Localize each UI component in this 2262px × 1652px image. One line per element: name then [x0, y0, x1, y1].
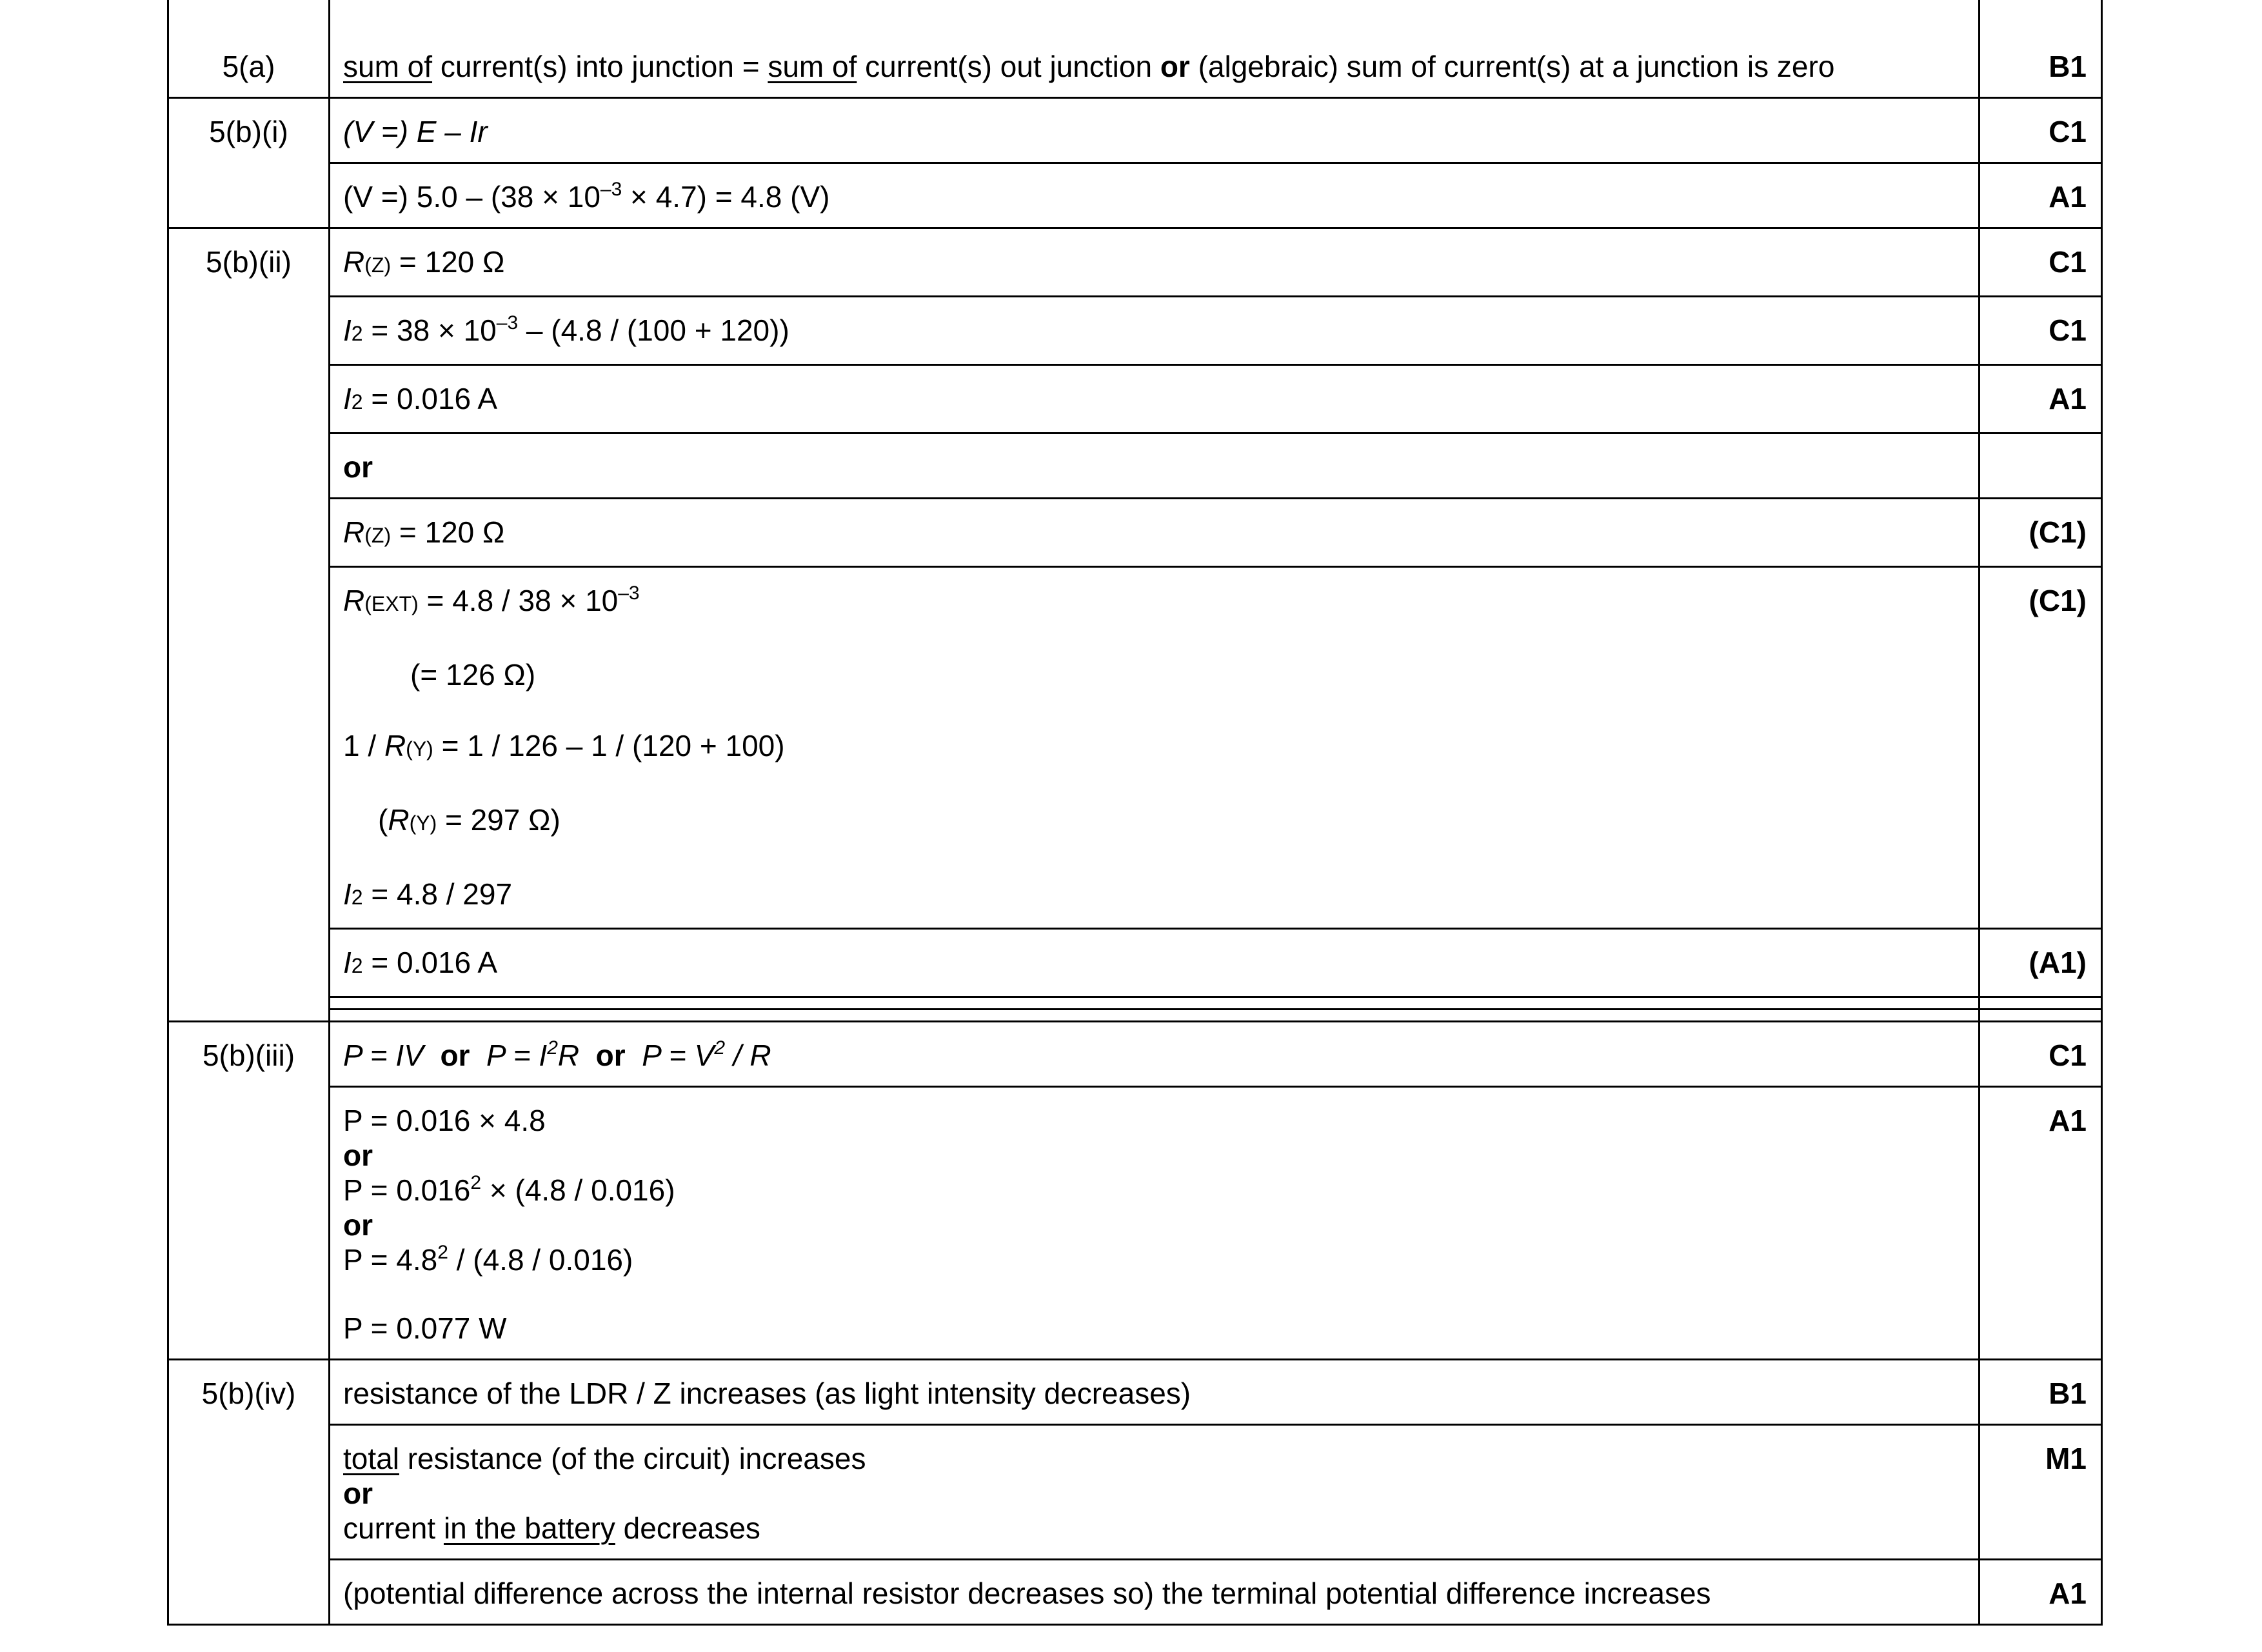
exponent: 2	[437, 1242, 448, 1263]
answer-text	[330, 297, 1979, 365]
mark-scheme-table	[167, 0, 2103, 1626]
underlined-text: sum of	[343, 50, 433, 83]
spacer-cell	[1979, 1010, 2102, 1022]
answer-text	[330, 1087, 1979, 1360]
or-keyword: or	[1160, 50, 1190, 83]
answer-text	[330, 0, 1979, 98]
row-5bii-3	[168, 365, 2102, 433]
subscript: (Z)	[364, 254, 392, 277]
underlined-text: in the battery	[443, 1511, 615, 1545]
answer-line: P = 0.016 × 4.8	[343, 1104, 546, 1137]
answer-text	[330, 228, 1979, 297]
answer-text	[330, 365, 1979, 433]
symbol: I	[343, 382, 352, 415]
answer-fragment: resistance (of the circuit) increases	[399, 1442, 866, 1475]
answer-line: (= 126 Ω)	[410, 658, 536, 692]
answer-fragment: = 0.016 A	[362, 382, 498, 415]
mark: M1	[1979, 1425, 2102, 1560]
answer-text	[330, 499, 1979, 567]
exponent: 2	[470, 1172, 482, 1193]
exponent: –3	[600, 179, 622, 200]
answer-fragment: P = I	[486, 1039, 548, 1072]
subscript: (EXT)	[364, 592, 419, 615]
or-keyword: or	[343, 1208, 373, 1242]
answer-fragment: P = 4.8	[343, 1243, 438, 1277]
row-5bii-6	[168, 929, 2102, 997]
answer-fragment: P = IV	[343, 1039, 424, 1072]
mark: C1	[1979, 297, 2102, 365]
spacer-cell	[1979, 997, 2102, 1010]
answer-fragment: decreases	[615, 1511, 760, 1545]
answer-text	[330, 929, 1979, 997]
answer-fragment: = 38 × 10	[362, 313, 497, 347]
subscript: (Y)	[409, 811, 437, 835]
symbol: R	[388, 803, 410, 837]
row-5biv-1	[168, 1360, 2102, 1425]
row-5bii-5	[168, 567, 2102, 929]
answer-fragment: P = V	[642, 1039, 715, 1072]
mark: A1	[1979, 163, 2102, 228]
answer-fragment: – (4.8 / (100 + 120))	[518, 313, 789, 347]
row-5bii-4	[168, 499, 2102, 567]
answer-fragment: = 4.8 / 38 × 10	[418, 584, 619, 617]
subscript: 2	[351, 954, 363, 977]
subscript: (Z)	[364, 524, 392, 547]
answer-fragment: R	[557, 1039, 580, 1072]
answer-fragment: = 120 Ω	[391, 245, 505, 279]
spacer-cell	[330, 1010, 1979, 1022]
answer-fragment: 1 /	[343, 729, 384, 762]
answer-fragment: = 297 Ω)	[437, 803, 561, 837]
mark: (A1)	[1979, 929, 2102, 997]
question-number: 5(b)(iv)	[168, 1360, 330, 1625]
answer-fragment: P = 0.016	[343, 1173, 471, 1207]
subscript: (Y)	[406, 737, 433, 761]
mark: A1	[1979, 1560, 2102, 1625]
symbol: R	[343, 245, 365, 279]
answer-text: resistance of the LDR / Z increases (as light intensity decreases)	[330, 1360, 1979, 1425]
answer-fragment: × (4.8 / 0.016)	[481, 1173, 675, 1207]
subscript: 2	[351, 322, 363, 345]
answer-fragment: current(s) into junction =	[432, 50, 768, 83]
exponent: –3	[496, 312, 519, 333]
symbol: R	[384, 729, 406, 762]
answer-fragment: (algebraic) sum of current(s) at a junction is zero	[1189, 50, 1835, 83]
mark: B1	[1979, 1360, 2102, 1425]
underlined-text: total	[343, 1442, 399, 1475]
mark: C1	[1979, 1022, 2102, 1087]
row-5a	[168, 0, 2102, 98]
answer-fragment: / R	[725, 1039, 771, 1072]
answer-fragment: = 1 / 126 – 1 / (120 + 100)	[433, 729, 785, 762]
row-5biv-2	[168, 1425, 2102, 1560]
answer-fragment: = 4.8 / 297	[362, 877, 513, 911]
row-5biv-3	[168, 1560, 2102, 1625]
mark: C1	[1979, 228, 2102, 297]
answer-fragment: = 120 Ω	[391, 515, 505, 549]
answer-fragment: = 0.016 A	[362, 946, 498, 979]
answer-text	[330, 1022, 1979, 1087]
exponent: –3	[618, 582, 640, 604]
spacer-cell	[330, 997, 1979, 1010]
answer-fragment: current	[343, 1511, 444, 1545]
mark-scheme-sheet	[167, 0, 2101, 1626]
row-5bii-2	[168, 297, 2102, 365]
mark: A1	[1979, 1087, 2102, 1360]
row-5bi-2	[168, 163, 2102, 228]
mark: C1	[1979, 98, 2102, 163]
or-keyword: or	[595, 1039, 626, 1072]
answer-fragment: / (4.8 / 0.016)	[448, 1243, 633, 1277]
mark: (C1)	[1979, 567, 2102, 929]
row-spacer	[168, 1010, 2102, 1022]
row-5bii-1	[168, 228, 2102, 297]
answer-fragment: current(s) out junction	[857, 50, 1160, 83]
answer-text	[330, 163, 1979, 228]
symbol: I	[343, 877, 352, 911]
subscript: 2	[351, 390, 363, 413]
subscript: 2	[351, 886, 363, 909]
or-keyword: or	[330, 433, 1979, 499]
row-5bi-1	[168, 98, 2102, 163]
row-5biii-1	[168, 1022, 2102, 1087]
question-number: 5(a)	[168, 0, 330, 98]
symbol: R	[343, 515, 365, 549]
answer-text: (V =) E – Ir	[330, 98, 1979, 163]
symbol: I	[343, 946, 352, 979]
or-keyword: or	[343, 1139, 373, 1172]
or-keyword: or	[440, 1039, 470, 1072]
question-number: 5(b)(iii)	[168, 1022, 330, 1360]
exponent: 2	[714, 1037, 726, 1059]
answer-fragment: (V =) 5.0 – (38 × 10	[343, 180, 600, 214]
answer-text	[330, 1425, 1979, 1560]
question-number: 5(b)(i)	[168, 98, 330, 228]
symbol: I	[343, 313, 352, 347]
mark-empty	[1979, 433, 2102, 499]
row-5bii-or	[168, 433, 2102, 499]
answer-fragment: (	[378, 803, 388, 837]
question-number: 5(b)(ii)	[168, 228, 330, 1022]
underlined-text: sum of	[768, 50, 857, 83]
mark: (C1)	[1979, 499, 2102, 567]
answer-text	[330, 567, 1979, 929]
mark: A1	[1979, 365, 2102, 433]
answer-text: (potential difference across the internal resistor decreases so) the terminal potential difference increases	[330, 1560, 1979, 1625]
answer-line: P = 0.077 W	[343, 1311, 507, 1345]
row-spacer	[168, 997, 2102, 1010]
or-keyword: or	[343, 1477, 373, 1510]
symbol: R	[343, 584, 365, 617]
row-5biii-2	[168, 1087, 2102, 1360]
answer-fragment: × 4.7) = 4.8 (V)	[622, 180, 830, 214]
exponent: 2	[547, 1037, 558, 1059]
mark: B1	[1979, 0, 2102, 98]
